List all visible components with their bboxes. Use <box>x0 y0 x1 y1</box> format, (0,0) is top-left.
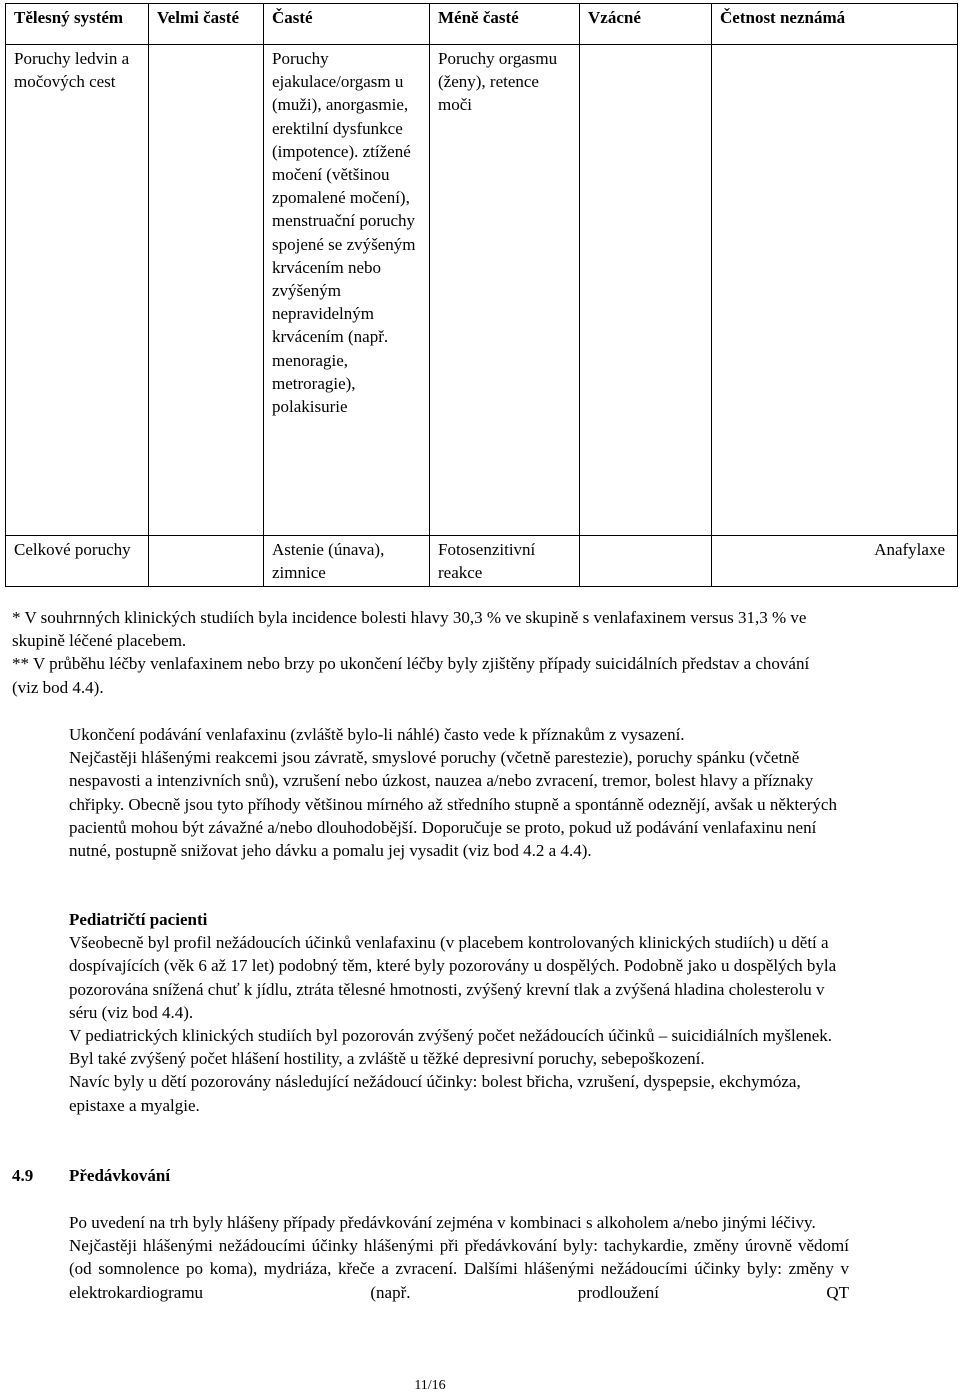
cell-rare <box>580 45 712 536</box>
header-rare: Vzácné <box>580 4 712 45</box>
cell-uncommon: Fotosenzitivní reakce <box>430 536 580 587</box>
cell-uncommon: Poruchy orgasmu (ženy), retence moči <box>430 45 580 536</box>
cell-very-common <box>149 536 264 587</box>
pediatric-paragraph-2: V pediatrických klinických studiích byl pozorován zvýšený počet nežádoucích účinků – suicidiálních myšlenek. Byl také zvýšený počet hlášení hostility, a zvláště u těžké depresivní poruchy, sebepoškození. <box>69 1026 833 1069</box>
cell-unknown: Anafylaxe <box>712 536 958 587</box>
table-footnotes <box>12 606 827 699</box>
cell-rare <box>580 536 712 587</box>
overdose-paragraph-2: Nejčastěji hlášenými nežádoucími účinky hlášenými při předávkování byly: tachykardie, změny úrovně vědomí (od somnolence po koma), mydriáza, křeče a zvracení. Dalšími hlášenými nežádoucími účinky byly: změny v elektrokardiogramu (např. prodloužení QT <box>69 1236 849 1302</box>
cell-unknown <box>712 45 958 536</box>
pediatric-paragraph-3: Navíc byly u dětí pozorovány následující nežádoucí účinky: bolest břicha, vzrušení, dyspepsie, ekchymóza, epistaxe a myalgie. <box>69 1072 801 1115</box>
table-row <box>6 536 958 587</box>
section-heading <box>12 1164 170 1187</box>
table-header-row <box>6 4 958 45</box>
overdose-section <box>69 1211 849 1304</box>
overdose-paragraph-1: Po uvedení na trh byly hlášeny případy předávkování zejména v kombinaci s alkoholem a/nebo jinými léčivy. <box>69 1213 816 1232</box>
footnote-1: * V souhrnných klinických studiích byla incidence bolesti hlavy 30,3 % ve skupině s venlafaxinem versus 31,3 % ve skupině léčené placebem. <box>12 608 807 651</box>
section-number: 4.9 <box>12 1166 34 1185</box>
discontinuation-section <box>69 723 849 862</box>
cell-system: Poruchy ledvin a močových cest <box>6 45 149 536</box>
cell-very-common <box>149 45 264 536</box>
section-title: Předávkování <box>69 1166 171 1185</box>
header-unknown: Četnost neznámá <box>712 4 958 45</box>
pediatric-section <box>69 908 849 1117</box>
header-common: Časté <box>264 4 430 45</box>
discontinuation-intro: Ukončení podávání venlafaxinu (zvláště bylo-li náhlé) často vede k příznakům z vysazení. <box>69 725 685 744</box>
pediatric-heading: Pediatričtí pacienti <box>69 910 208 929</box>
page-number: 11/16 <box>414 1378 446 1393</box>
table-row <box>6 45 958 536</box>
footnote-2: ** V průběhu léčby venlafaxinem nebo brzy po ukončení léčby byly zjištěny případy suicidálních představ a chování (viz bod 4.4). <box>12 654 810 697</box>
adverse-effects-table <box>5 3 958 587</box>
cell-common: Astenie (únava), zimnice <box>264 536 430 587</box>
header-uncommon: Méně časté <box>430 4 580 45</box>
pediatric-paragraph-1: Všeobecně byl profil nežádoucích účinků venlafaxinu (v placebem kontrolovaných klinických studiích) u dětí a dospívajících (věk 6 až 17 let) podobný těm, které byly pozorovány u dospělých. Podobně jako u dospělých byla pozorována snížená chuť k jídlu, ztráta tělesné hmotnosti, zvýšený krevní tlak a zvýšená hladina cholesterolu v séru (viz bod 4.4). <box>69 933 837 1022</box>
cell-system: Celkové poruchy <box>6 536 149 587</box>
cell-common: Poruchy ejakulace/orgasm u (muži), anorgasmie, erektilní dysfunkce (impotence). ztížené močení (většinou zpomalené močení), menstruační poruchy spojené se zvýšeným krvácením nebo zvýšeným nepravidelným krvácením (např. menoragie, metroragie), polakisurie <box>264 45 430 536</box>
discontinuation-body: Nejčastěji hlášenými reakcemi jsou závratě, smyslové poruchy (včetně parestezie), poruchy spánku (včetně nespavosti a intenzivních snů), vzrušení nebo úzkost, nauzea a/nebo zvracení, tremor, bolest hlavy a příznaky chřipky. Obecně jsou tyto příhody většinou mírného až středního stupně a spontánně odeznějí, avšak u některých pacientů mohou být závažné a/nebo dlouhodobější. Doporučuje se proto, pokud už podávání venlafaxinu není nutné, postupně snižovat jeho dávku a pomalu jej vysadit (viz bod 4.2 a 4.4). <box>69 748 837 861</box>
header-body-system: Tělesný systém <box>6 4 149 45</box>
header-very-common: Velmi časté <box>149 4 264 45</box>
